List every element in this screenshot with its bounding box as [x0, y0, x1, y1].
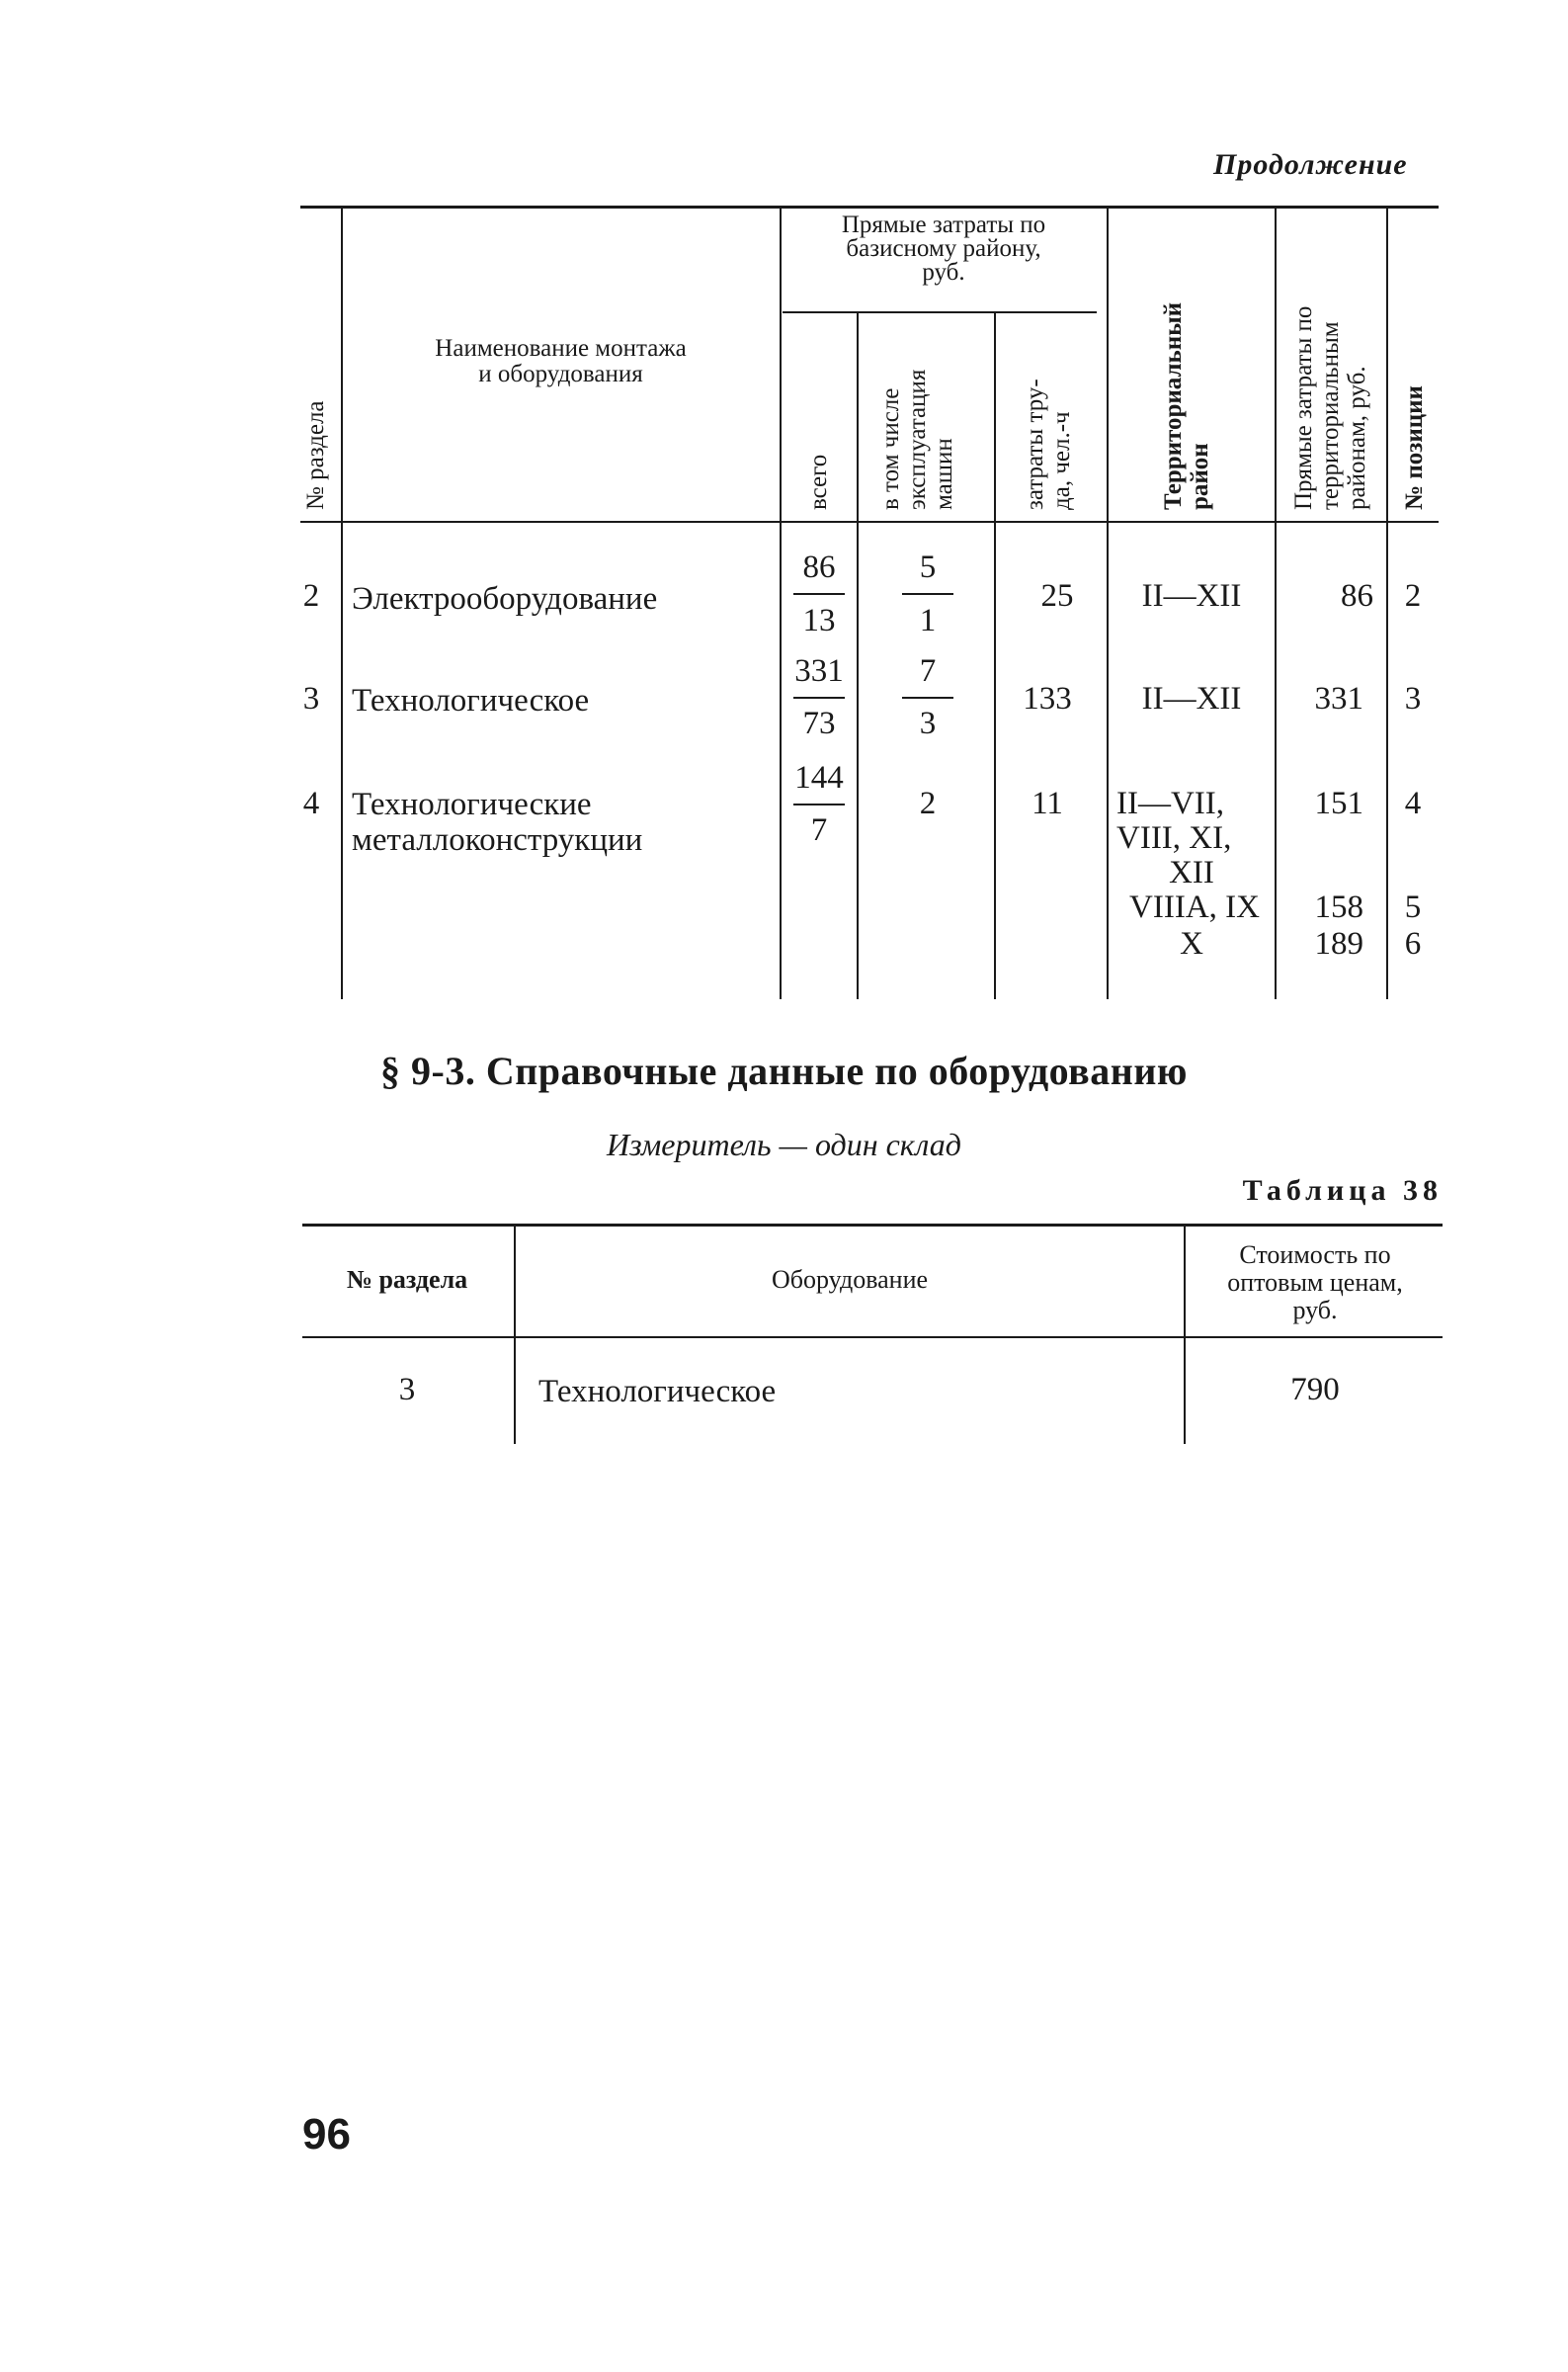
- labor: 25: [1040, 578, 1074, 614]
- machines-top: 5: [919, 550, 937, 585]
- machines-bottom: 3: [919, 706, 937, 741]
- t2-section: 3: [398, 1372, 416, 1407]
- t2-cost: 790: [1290, 1372, 1340, 1407]
- table-label: Таблица 38: [1242, 1174, 1443, 1207]
- position: 5: [1404, 890, 1422, 925]
- t2-equipment: Технологическое: [538, 1374, 777, 1409]
- header-territorial-region: Территориальный район: [1160, 301, 1213, 510]
- header-position-no: № позиции: [1401, 385, 1428, 510]
- header-name: Наименование монтажа и оборудования: [435, 335, 687, 387]
- region: II—VII, VIII, XI, XII: [1116, 786, 1232, 890]
- total-top: 86: [802, 550, 836, 585]
- row-section: 2: [302, 578, 320, 614]
- territorial-cost: 158: [1314, 890, 1363, 925]
- territorial-cost: 189: [1314, 926, 1363, 962]
- row-name: Технологические металлоконструкции: [352, 787, 643, 858]
- region: X: [1180, 926, 1203, 962]
- total-top: 144: [794, 760, 844, 796]
- position: 6: [1404, 926, 1422, 962]
- total-top: 331: [794, 653, 844, 689]
- row-section: 3: [302, 681, 320, 717]
- header-labor: затраты тру- да, чел.-ч: [1022, 379, 1075, 510]
- machines: 2: [919, 786, 937, 821]
- t2-header-section-no: № раздела: [346, 1265, 468, 1294]
- region: II—XII: [1141, 681, 1242, 717]
- row-name: Электрооборудование: [352, 581, 658, 617]
- labor: 133: [1023, 681, 1072, 717]
- position: 4: [1404, 786, 1422, 821]
- measure-line: Измеритель — один склад: [607, 1127, 961, 1162]
- t2-header-cost: Стоимость по оптовым ценам, руб.: [1227, 1240, 1403, 1324]
- header-section-no: № раздела: [302, 400, 329, 510]
- section-title: § 9-3. Справочные данные по оборудованию: [380, 1049, 1188, 1093]
- territorial-cost: 331: [1314, 681, 1363, 717]
- header-territorial-costs: Прямые затраты по территориальным районам, руб.: [1290, 305, 1370, 510]
- region: VIIIA, IX: [1129, 890, 1260, 925]
- position: 2: [1404, 578, 1422, 614]
- row-name: Технологическое: [352, 683, 590, 719]
- header-incl-machines: в том числе эксплуатация машин: [877, 369, 957, 510]
- t2-header-equipment: Оборудование: [771, 1265, 929, 1294]
- total-bottom: 13: [802, 603, 836, 638]
- header-total: всего: [805, 454, 832, 510]
- machines-top: 7: [919, 653, 937, 689]
- row-section: 4: [302, 786, 320, 821]
- continuation-label: Продолжение: [1213, 148, 1408, 181]
- region: II—XII: [1141, 578, 1242, 614]
- total-bottom: 73: [802, 706, 836, 741]
- territorial-cost: 86: [1341, 578, 1373, 614]
- position: 3: [1404, 681, 1422, 717]
- page-number: 96: [302, 2110, 351, 2159]
- territorial-cost: 151: [1314, 786, 1363, 821]
- header-direct-costs: Прямые затраты по базисному району, руб.: [841, 212, 1046, 286]
- total-bottom: 7: [810, 812, 828, 848]
- labor: 11: [1032, 786, 1063, 821]
- machines-bottom: 1: [919, 603, 937, 638]
